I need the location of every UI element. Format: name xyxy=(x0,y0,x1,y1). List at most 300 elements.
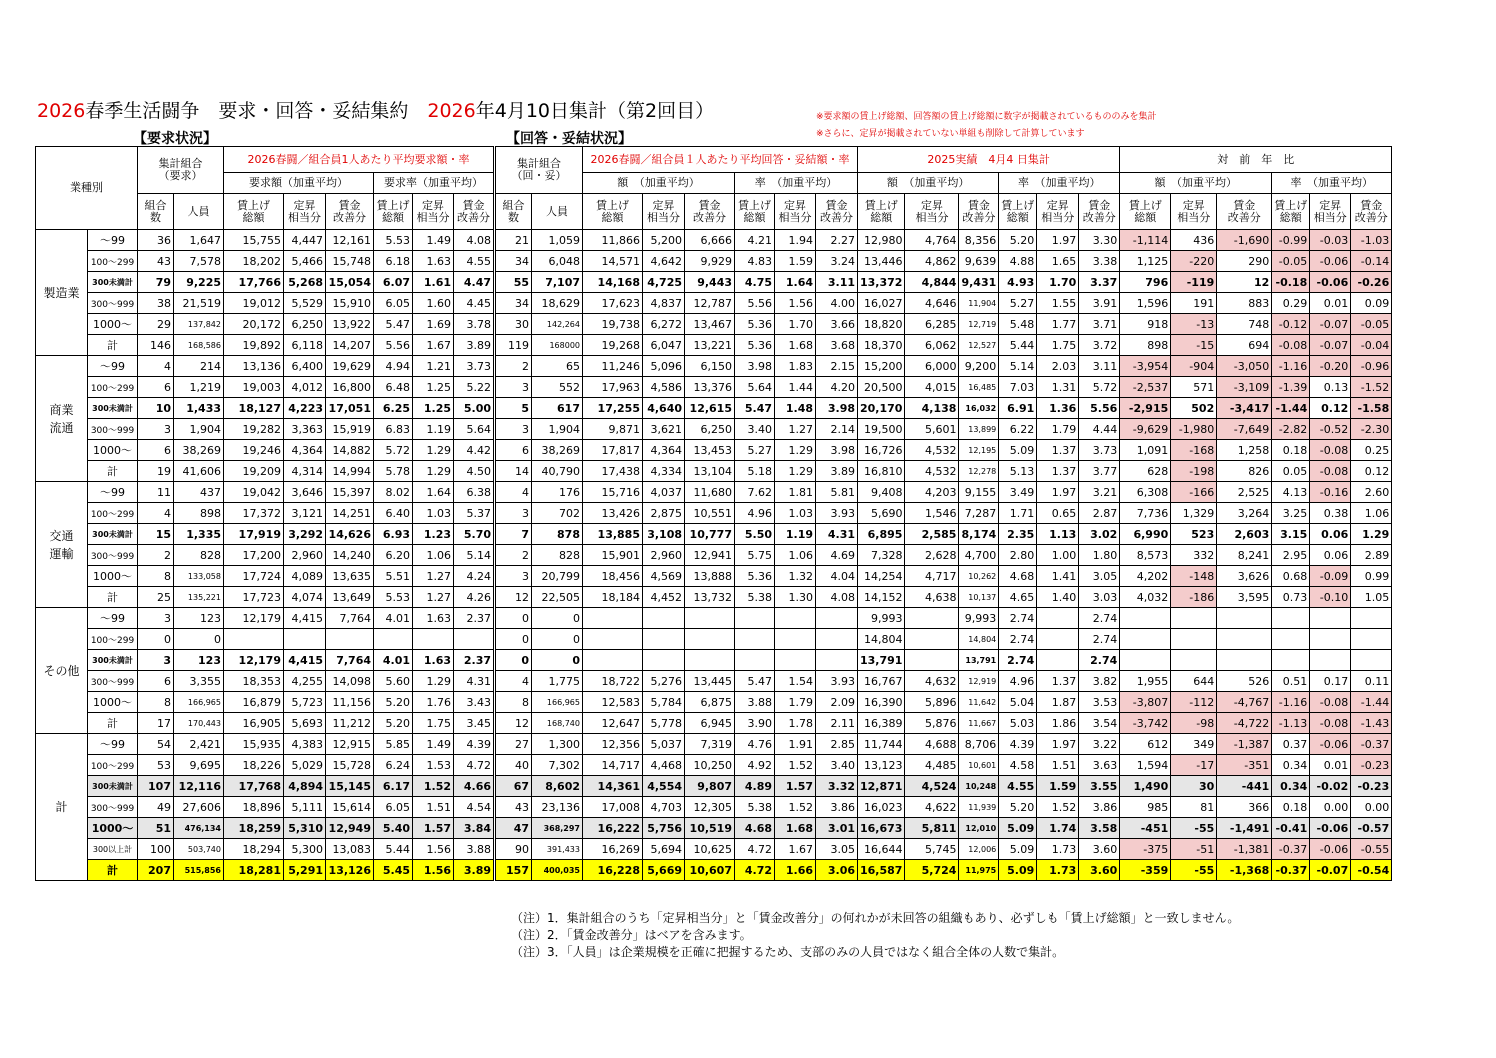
table-cell: 4,037 xyxy=(643,482,685,503)
table-cell: 6,285 xyxy=(905,314,959,335)
table-cell: 4 xyxy=(138,503,174,524)
table-cell: -0.03 xyxy=(1310,230,1351,251)
table-cell: 5.37 xyxy=(454,503,495,524)
table-cell: 5.40 xyxy=(374,818,413,839)
size-label: ～99 xyxy=(88,230,138,251)
size-label: 計 xyxy=(88,587,138,608)
table-cell: 15,919 xyxy=(326,419,374,440)
table-cell: 2.74 xyxy=(1079,629,1120,650)
table-cell: 4.08 xyxy=(454,230,495,251)
table-cell: 628 xyxy=(1120,461,1171,482)
table-cell: 1.75 xyxy=(413,713,454,734)
subheader-kumiai: 組合数 xyxy=(138,194,174,230)
table-cell: -904 xyxy=(1171,356,1217,377)
table-cell: 16,673 xyxy=(858,818,905,839)
table-cell: -3,742 xyxy=(1120,713,1171,734)
table-cell: 4,074 xyxy=(284,587,326,608)
table-cell: 14,207 xyxy=(326,335,374,356)
table-cell: 1.32 xyxy=(775,566,816,587)
header-req-rate: 要求率（加重平均） xyxy=(374,173,495,194)
table-cell: 17,768 xyxy=(224,776,284,797)
table-cell: 15,614 xyxy=(326,797,374,818)
table-cell: 5.53 xyxy=(374,587,413,608)
table-cell: 0.38 xyxy=(1310,503,1351,524)
table-cell: 19,892 xyxy=(224,335,284,356)
table-cell: 13,791 xyxy=(959,650,999,671)
table-cell: 4,646 xyxy=(905,293,959,314)
table-cell: 5,778 xyxy=(643,713,685,734)
table-cell: 4,364 xyxy=(643,440,685,461)
table-cell: -0.54 xyxy=(1351,860,1392,881)
table-cell: 1.27 xyxy=(413,566,454,587)
table-cell: 2.37 xyxy=(454,608,495,629)
table-cell: 878 xyxy=(532,524,583,545)
table-cell: 13,791 xyxy=(858,650,905,671)
table-cell: 11,246 xyxy=(583,356,643,377)
table-cell: 0.29 xyxy=(1272,293,1310,314)
table-cell: 503,740 xyxy=(174,839,224,860)
table-cell: 515,856 xyxy=(174,860,224,881)
table-cell: 1.68 xyxy=(775,335,816,356)
table-cell: 883 xyxy=(1217,293,1272,314)
table-cell: 4 xyxy=(495,482,532,503)
table-cell: 142,264 xyxy=(532,314,583,335)
table-cell xyxy=(1272,650,1310,671)
table-cell: 5,291 xyxy=(284,860,326,881)
table-cell: 12,179 xyxy=(224,650,284,671)
summary-table-wrap xyxy=(35,146,1392,881)
page-title: 2026春季生活闘争 要求・回答・妥結集約 2026年4月10日集計（第2回目） xyxy=(37,100,715,122)
table-cell: -1.13 xyxy=(1272,713,1310,734)
table-cell: 2.85 xyxy=(816,734,858,755)
table-cell: 5.27 xyxy=(735,440,775,461)
table-cell: 349 xyxy=(1171,734,1217,755)
table-cell: 1,300 xyxy=(532,734,583,755)
table-cell: 4,554 xyxy=(643,776,685,797)
table-cell: 6,875 xyxy=(685,692,735,713)
table-cell xyxy=(1120,650,1171,671)
table-cell: 5.47 xyxy=(374,314,413,335)
section-request-label: 【要求状況】 xyxy=(133,131,217,147)
table-cell: 5.51 xyxy=(374,566,413,587)
table-cell xyxy=(1037,650,1079,671)
table-cell: 1.29 xyxy=(413,440,454,461)
table-cell: 123 xyxy=(174,608,224,629)
table-cell: 0.13 xyxy=(1310,377,1351,398)
table-cell: 12,195 xyxy=(959,440,999,461)
table-cell xyxy=(1310,650,1351,671)
table-cell xyxy=(1037,629,1079,650)
table-cell: -0.18 xyxy=(1272,272,1310,293)
table-cell: 1,594 xyxy=(1120,755,1171,776)
table-cell: 34 xyxy=(495,293,532,314)
table-cell: -1,114 xyxy=(1120,230,1171,251)
table-cell: 6,250 xyxy=(284,314,326,335)
category-label: 商業 流通 xyxy=(36,356,88,482)
table-cell: 12,161 xyxy=(326,230,374,251)
table-cell: 11 xyxy=(138,482,174,503)
table-cell: -17 xyxy=(1171,755,1217,776)
table-cell: 3.54 xyxy=(1079,713,1120,734)
table-cell: 3.71 xyxy=(1079,314,1120,335)
table-cell: 55 xyxy=(495,272,532,293)
table-cell: 1.57 xyxy=(775,776,816,797)
table-cell: -0.08 xyxy=(1310,713,1351,734)
table-cell xyxy=(685,608,735,629)
table-cell: 10,519 xyxy=(685,818,735,839)
table-cell: 4.96 xyxy=(999,671,1037,692)
table-cell: 3 xyxy=(138,608,174,629)
table-cell: 1,647 xyxy=(174,230,224,251)
table-cell: 67 xyxy=(495,776,532,797)
table-cell: -1.16 xyxy=(1272,356,1310,377)
size-label: 計 xyxy=(88,860,138,881)
table-cell: 12,116 xyxy=(174,776,224,797)
table-cell: 8 xyxy=(138,692,174,713)
table-cell: 6.25 xyxy=(374,398,413,419)
table-cell: 0.65 xyxy=(1037,503,1079,524)
table-row xyxy=(36,566,1392,587)
table-cell: -0.26 xyxy=(1351,272,1392,293)
table-cell: 6,048 xyxy=(532,251,583,272)
table-cell: 828 xyxy=(174,545,224,566)
table-cell: 0.34 xyxy=(1272,755,1310,776)
table-cell xyxy=(816,629,858,650)
table-cell: 3.55 xyxy=(1079,776,1120,797)
table-cell: 4,642 xyxy=(643,251,685,272)
top-note xyxy=(816,109,1157,143)
table-cell: 7 xyxy=(495,524,532,545)
table-cell: 1,329 xyxy=(1171,503,1217,524)
table-cell: 290 xyxy=(1217,251,1272,272)
table-cell: -1.44 xyxy=(1351,692,1392,713)
table-cell: 20,172 xyxy=(224,314,284,335)
table-cell: 15,728 xyxy=(326,755,374,776)
table-cell: 10,250 xyxy=(685,755,735,776)
table-cell: 4,844 xyxy=(905,272,959,293)
table-cell: 1.59 xyxy=(775,251,816,272)
table-cell: 3.98 xyxy=(816,440,858,461)
table-cell xyxy=(1120,608,1171,629)
table-cell: 4.31 xyxy=(816,524,858,545)
size-label: 300未満計 xyxy=(88,398,138,419)
table-cell: 9,929 xyxy=(685,251,735,272)
table-cell: 191 xyxy=(1171,293,1217,314)
table-cell: 2.37 xyxy=(454,650,495,671)
table-row xyxy=(36,356,1392,377)
table-cell: 18,370 xyxy=(858,335,905,356)
table-cell: 0.06 xyxy=(1310,524,1351,545)
table-cell: 5,529 xyxy=(284,293,326,314)
table-cell: 12,980 xyxy=(858,230,905,251)
table-cell: 4,725 xyxy=(643,272,685,293)
table-cell: 5.64 xyxy=(454,419,495,440)
header-ans-amt: 額 （加重平均） xyxy=(583,173,735,194)
table-cell: 6,272 xyxy=(643,314,685,335)
table-cell: 18,184 xyxy=(583,587,643,608)
table-cell: 15,748 xyxy=(326,251,374,272)
table-cell: 5.04 xyxy=(999,692,1037,713)
table-cell: 9,639 xyxy=(959,251,999,272)
table-cell: 4.66 xyxy=(454,776,495,797)
table-cell: 2.60 xyxy=(1351,482,1392,503)
table-row xyxy=(36,797,1392,818)
table-cell: 1.49 xyxy=(413,734,454,755)
size-label: 300～999 xyxy=(88,293,138,314)
table-cell: 5.22 xyxy=(454,377,495,398)
subheader-teisho: 定昇 相当分 xyxy=(1037,194,1079,230)
table-row xyxy=(36,692,1392,713)
table-cell: 4.08 xyxy=(816,587,858,608)
table-row xyxy=(36,230,1392,251)
table-cell: 6,895 xyxy=(858,524,905,545)
table-cell: 3.38 xyxy=(1079,251,1120,272)
table-cell: 6.40 xyxy=(374,503,413,524)
table-cell: 13,467 xyxy=(685,314,735,335)
table-cell: 16,023 xyxy=(858,797,905,818)
size-label: 1000～ xyxy=(88,692,138,713)
table-cell: 12,583 xyxy=(583,692,643,713)
table-cell: 19,003 xyxy=(224,377,284,398)
table-cell: 3.88 xyxy=(735,692,775,713)
table-cell: 16,800 xyxy=(326,377,374,398)
table-cell: 5.50 xyxy=(735,524,775,545)
table-cell: 3.05 xyxy=(1079,566,1120,587)
table-cell: 4,894 xyxy=(284,776,326,797)
table-cell: 3.72 xyxy=(1079,335,1120,356)
size-label: 100～299 xyxy=(88,503,138,524)
table-cell: -1,381 xyxy=(1217,839,1272,860)
table-cell: -375 xyxy=(1120,839,1171,860)
table-cell: 1.76 xyxy=(413,692,454,713)
table-cell: -351 xyxy=(1217,755,1272,776)
table-cell: 4,638 xyxy=(905,587,959,608)
table-cell: 0.68 xyxy=(1272,566,1310,587)
subheader-total: 賃上げ 総額 xyxy=(583,194,643,230)
table-cell xyxy=(735,650,775,671)
table-row xyxy=(36,461,1392,482)
table-cell: 1.60 xyxy=(413,293,454,314)
table-cell xyxy=(284,629,326,650)
table-cell: 5,111 xyxy=(284,797,326,818)
table-cell: 6.17 xyxy=(374,776,413,797)
table-cell: 6,250 xyxy=(685,419,735,440)
table-cell: 10,248 xyxy=(959,776,999,797)
table-cell: 1.97 xyxy=(1037,734,1079,755)
table-cell: 0.25 xyxy=(1351,440,1392,461)
table-cell: 11,939 xyxy=(959,797,999,818)
table-cell: 47 xyxy=(495,818,532,839)
table-cell: 4.92 xyxy=(735,755,775,776)
table-cell: 7,578 xyxy=(174,251,224,272)
table-cell: 6,118 xyxy=(284,335,326,356)
table-cell: 8,573 xyxy=(1120,545,1171,566)
table-cell: 1.61 xyxy=(413,272,454,293)
table-cell: 13,221 xyxy=(685,335,735,356)
table-cell xyxy=(735,608,775,629)
table-cell: 1.55 xyxy=(1037,293,1079,314)
table-cell: 826 xyxy=(1217,461,1272,482)
table-cell: 15,054 xyxy=(326,272,374,293)
table-cell: 3.98 xyxy=(816,398,858,419)
table-cell: 6.05 xyxy=(374,797,413,818)
header-yoy: 対 前 年 比 xyxy=(1120,147,1392,173)
table-cell: 3.98 xyxy=(735,356,775,377)
table-cell: 5,811 xyxy=(905,818,959,839)
table-cell: 3 xyxy=(138,650,174,671)
table-cell: 6.07 xyxy=(374,272,413,293)
table-cell: 11,667 xyxy=(959,713,999,734)
table-cell: 3.11 xyxy=(816,272,858,293)
table-cell xyxy=(643,650,685,671)
table-cell: 4.54 xyxy=(454,797,495,818)
table-cell: 3.89 xyxy=(454,335,495,356)
table-cell: 13,888 xyxy=(685,566,735,587)
table-cell: 11,744 xyxy=(858,734,905,755)
table-cell: 4,015 xyxy=(905,377,959,398)
table-cell: 3.53 xyxy=(1079,692,1120,713)
subheader-kaizen: 賃金 改善分 xyxy=(816,194,858,230)
table-cell: 0.12 xyxy=(1310,398,1351,419)
table-cell: -2,915 xyxy=(1120,398,1171,419)
table-cell: 13,922 xyxy=(326,314,374,335)
table-cell: 5,276 xyxy=(643,671,685,692)
subheader-total: 賃上げ 総額 xyxy=(1272,194,1310,230)
table-cell: -2.82 xyxy=(1272,419,1310,440)
table-cell xyxy=(685,629,735,650)
table-cell: 1.19 xyxy=(775,524,816,545)
table-cell: 617 xyxy=(532,398,583,419)
table-cell: 1.56 xyxy=(413,860,454,881)
table-cell: -98 xyxy=(1171,713,1217,734)
table-cell: 16,810 xyxy=(858,461,905,482)
table-cell: 3.15 xyxy=(1272,524,1310,545)
table-cell: 0.34 xyxy=(1272,776,1310,797)
table-cell: 4,532 xyxy=(905,440,959,461)
table-cell: 3.93 xyxy=(816,503,858,524)
table-cell: 207 xyxy=(138,860,174,881)
table-cell: 1.05 xyxy=(1351,587,1392,608)
table-cell: 41,606 xyxy=(174,461,224,482)
table-cell: 3.22 xyxy=(1079,734,1120,755)
table-cell xyxy=(1217,629,1272,650)
table-cell: 12,871 xyxy=(858,776,905,797)
category-label: 計 xyxy=(36,734,88,881)
table-cell: 4.94 xyxy=(374,356,413,377)
table-cell: 1.97 xyxy=(1037,482,1079,503)
table-cell: 17,255 xyxy=(583,398,643,419)
subheader-kaizen: 賃金 改善分 xyxy=(685,194,735,230)
table-cell: 13,083 xyxy=(326,839,374,860)
table-cell: 2,525 xyxy=(1217,482,1272,503)
table-cell: -0.07 xyxy=(1310,314,1351,335)
table-cell: 1.59 xyxy=(1037,776,1079,797)
table-cell: 2,603 xyxy=(1217,524,1272,545)
table-cell: 4.50 xyxy=(454,461,495,482)
subheader-teisho: 定昇 相当分 xyxy=(643,194,685,230)
table-cell: -1,387 xyxy=(1217,734,1272,755)
table-cell: 3.77 xyxy=(1079,461,1120,482)
table-cell: 6.22 xyxy=(999,419,1037,440)
table-cell: 6.20 xyxy=(374,545,413,566)
table-cell: 11,642 xyxy=(959,692,999,713)
table-cell: -0.09 xyxy=(1310,566,1351,587)
table-cell: -0.23 xyxy=(1351,755,1392,776)
table-cell: 0 xyxy=(495,650,532,671)
table-cell: 2.35 xyxy=(999,524,1037,545)
table-cell: 4,632 xyxy=(905,671,959,692)
table-row xyxy=(36,608,1392,629)
table-cell: 12,915 xyxy=(326,734,374,755)
table-cell: 644 xyxy=(1171,671,1217,692)
table-cell: 17,200 xyxy=(224,545,284,566)
header-ans-group: 集計組合 （回・妥） xyxy=(495,147,583,194)
table-cell: -1.16 xyxy=(1272,692,1310,713)
table-cell: 3 xyxy=(495,377,532,398)
table-cell: 3.24 xyxy=(816,251,858,272)
table-cell: 5,723 xyxy=(284,692,326,713)
table-cell: 1,335 xyxy=(174,524,224,545)
table-cell: -0.55 xyxy=(1351,839,1392,860)
size-label: 1000～ xyxy=(88,314,138,335)
table-cell: -2,537 xyxy=(1120,377,1171,398)
table-cell: 5,029 xyxy=(284,755,326,776)
table-cell: 4.20 xyxy=(816,377,858,398)
table-cell: 5.14 xyxy=(454,545,495,566)
table-cell: 4.42 xyxy=(454,440,495,461)
table-cell: 1.97 xyxy=(1037,230,1079,251)
table-cell: 18,820 xyxy=(858,314,905,335)
table-cell: 30 xyxy=(495,314,532,335)
table-cell: 3,264 xyxy=(1217,503,1272,524)
table-cell: 0 xyxy=(495,629,532,650)
table-cell: 0 xyxy=(174,629,224,650)
table-cell: 2,421 xyxy=(174,734,224,755)
table-cell: 65 xyxy=(532,356,583,377)
table-cell: 12 xyxy=(495,587,532,608)
table-cell: 1,546 xyxy=(905,503,959,524)
table-cell xyxy=(775,629,816,650)
table-cell: -2.30 xyxy=(1351,419,1392,440)
table-cell: 1.53 xyxy=(413,755,454,776)
table-cell: 4,703 xyxy=(643,797,685,818)
table-cell: 10,262 xyxy=(959,566,999,587)
table-cell: 4,837 xyxy=(643,293,685,314)
table-cell: 4,640 xyxy=(643,398,685,419)
table-cell: 5,096 xyxy=(643,356,685,377)
table-cell: 20,500 xyxy=(858,377,905,398)
table-cell: 38,269 xyxy=(532,440,583,461)
table-cell: 4.55 xyxy=(999,776,1037,797)
table-cell: 10,625 xyxy=(685,839,735,860)
table-cell: 19 xyxy=(138,461,174,482)
table-cell: 5.14 xyxy=(999,356,1037,377)
table-cell: 6.18 xyxy=(374,251,413,272)
table-cell xyxy=(1120,629,1171,650)
table-cell: 1.49 xyxy=(413,230,454,251)
table-cell: 19,209 xyxy=(224,461,284,482)
table-cell: 4,717 xyxy=(905,566,959,587)
table-cell: 4.31 xyxy=(454,671,495,692)
table-cell: 18,226 xyxy=(224,755,284,776)
table-cell: 5.47 xyxy=(735,398,775,419)
table-cell: -0.99 xyxy=(1272,230,1310,251)
table-row xyxy=(36,314,1392,335)
table-cell: 1.48 xyxy=(775,398,816,419)
table-cell: 0.17 xyxy=(1310,671,1351,692)
table-cell: 3,626 xyxy=(1217,566,1272,587)
table-cell: 4,364 xyxy=(284,440,326,461)
